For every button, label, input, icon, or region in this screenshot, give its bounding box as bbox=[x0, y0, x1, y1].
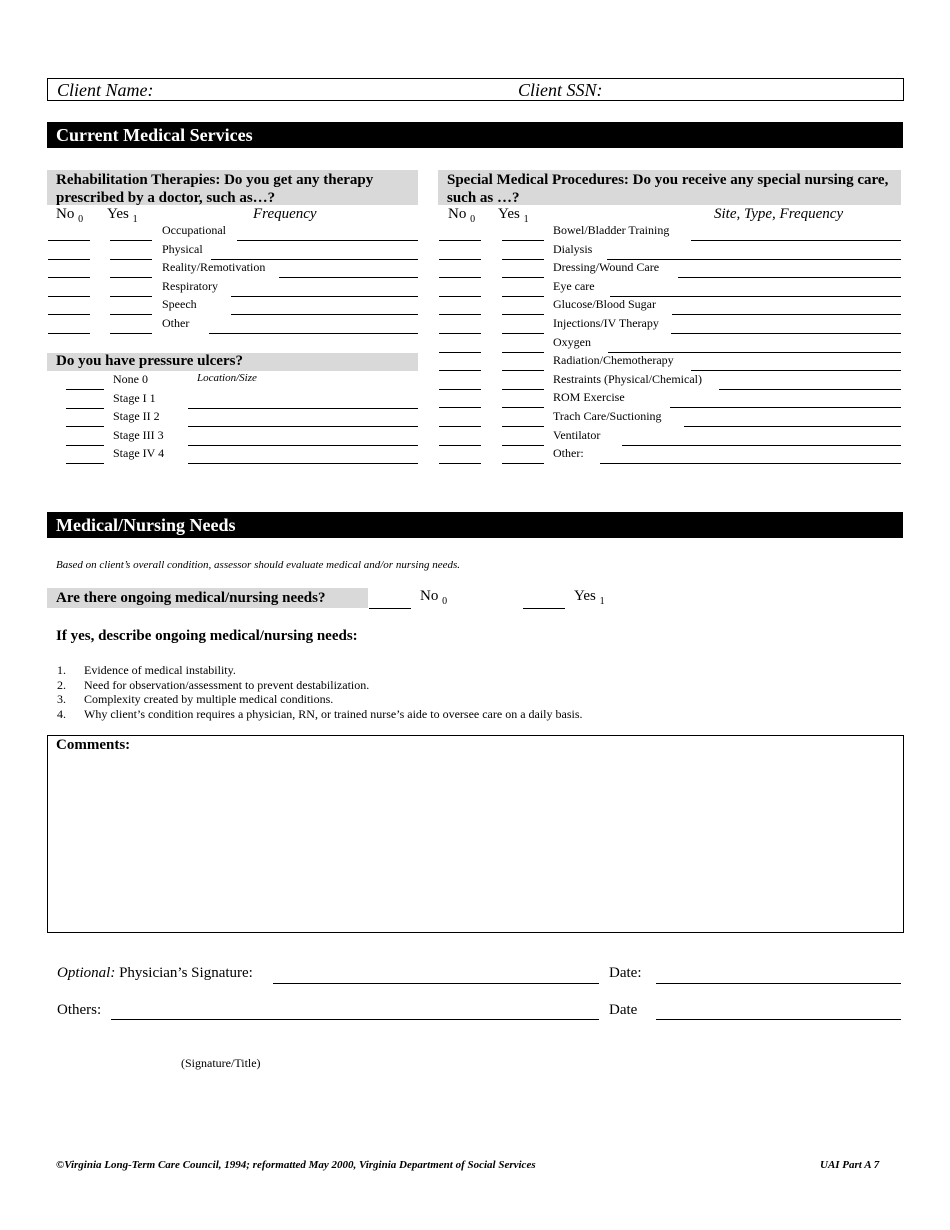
special-item-label: Bowel/Bladder Training bbox=[553, 223, 670, 237]
special-no-blank[interactable] bbox=[439, 463, 481, 464]
section-title-current-medical-services: Current Medical Services bbox=[47, 122, 903, 148]
special-yes-blank[interactable] bbox=[502, 407, 544, 408]
needs-list-item: Evidence of medical instability. bbox=[84, 663, 236, 677]
others-signature-line[interactable] bbox=[111, 1019, 599, 1020]
needs-list-item: Why client’s condition requires a physician, RN, or trained nurse’s aide to oversee care on a daily basis. bbox=[84, 706, 583, 721]
rehab-frequency-header: Frequency bbox=[253, 206, 317, 222]
special-detail-line[interactable] bbox=[671, 333, 901, 334]
ulcer-stage-label: Stage I 1 bbox=[113, 390, 156, 405]
ulcer-blank[interactable] bbox=[66, 408, 104, 409]
special-item-label: Injections/IV Therapy bbox=[553, 316, 659, 330]
ulcer-stage-label: Stage II 2 bbox=[113, 409, 160, 424]
ulcer-location-line[interactable] bbox=[188, 426, 418, 427]
special-item-label: Restraints (Physical/Chemical) bbox=[553, 371, 702, 386]
ulcer-location-line[interactable] bbox=[188, 445, 418, 446]
special-question: Special Medical Procedures: Do you receive any special nursing care, such as …? bbox=[438, 170, 901, 205]
rehab-yes-blank[interactable] bbox=[110, 277, 152, 278]
rehab-yes-blank[interactable] bbox=[110, 314, 152, 315]
special-site-header: Site, Type, Frequency bbox=[714, 206, 844, 222]
special-detail-line[interactable] bbox=[622, 445, 901, 446]
ulcer-location-line[interactable] bbox=[188, 408, 418, 409]
special-detail-line[interactable] bbox=[691, 240, 901, 241]
rehab-no-blank[interactable] bbox=[48, 296, 90, 297]
special-item-label: Ventilator bbox=[553, 427, 601, 442]
rehab-yes-header: Yes $_1$ bbox=[107, 206, 138, 225]
special-yes-blank[interactable] bbox=[502, 463, 544, 464]
rehab-no-blank[interactable] bbox=[48, 240, 90, 241]
special-detail-line[interactable] bbox=[678, 277, 901, 278]
special-item-label: Other: bbox=[553, 446, 584, 461]
special-item-label: ROM Exercise bbox=[553, 390, 625, 405]
special-yes-blank[interactable] bbox=[502, 240, 544, 241]
special-yes-blank[interactable] bbox=[502, 277, 544, 278]
rehab-frequency-line[interactable] bbox=[231, 296, 418, 297]
rehab-no-blank[interactable] bbox=[48, 314, 90, 315]
ulcer-blank[interactable] bbox=[66, 445, 104, 446]
needs-list-item: Complexity created by multiple medical conditions. bbox=[84, 692, 334, 706]
special-no-blank[interactable] bbox=[439, 277, 481, 278]
special-no-blank[interactable] bbox=[439, 445, 481, 446]
signature-title-caption: (Signature/Title) bbox=[181, 1056, 261, 1070]
ongoing-needs-question: Are there ongoing medical/nursing needs? bbox=[47, 588, 368, 608]
physician-signature-label: Optional: Physician’s Signature: bbox=[57, 965, 253, 981]
needs-list-item: Need for observation/assessment to prevent destabilization. bbox=[84, 677, 370, 692]
needs-list-number: 4. bbox=[57, 706, 66, 721]
date2-line[interactable] bbox=[656, 1019, 901, 1020]
rehab-question: Rehabilitation Therapies: Do you get any therapy prescribed by a doctor, such as…? bbox=[47, 170, 418, 205]
needs-list-number: 3. bbox=[57, 692, 66, 706]
ongoing-no-label: No $_0$ bbox=[420, 588, 448, 607]
rehab-yes-blank[interactable] bbox=[110, 259, 152, 260]
ongoing-yes-label: Yes $_1$ bbox=[574, 588, 605, 607]
footer-copyright: ©Virginia Long-Term Care Council, 1994; reformatted May 2000, Virginia Department of Social Services bbox=[56, 1159, 536, 1171]
needs-list-number: 2. bbox=[57, 677, 66, 692]
ulcer-blank[interactable] bbox=[66, 389, 104, 390]
others-label: Others: bbox=[57, 1002, 102, 1018]
client-header-box bbox=[47, 78, 904, 101]
section-title-medical-nursing-needs: Medical/Nursing Needs bbox=[47, 512, 903, 538]
special-yes-header: Yes $_1$ bbox=[498, 206, 529, 225]
ulcer-blank[interactable] bbox=[66, 426, 104, 427]
special-yes-blank[interactable] bbox=[502, 314, 544, 315]
special-item-label: Trach Care/Suctioning bbox=[553, 409, 662, 423]
special-detail-line[interactable] bbox=[691, 370, 901, 371]
special-no-blank[interactable] bbox=[439, 259, 481, 260]
rehab-no-blank[interactable] bbox=[48, 333, 90, 334]
rehab-frequency-line[interactable] bbox=[231, 314, 418, 315]
date1-line[interactable] bbox=[656, 983, 901, 984]
rehab-frequency-line[interactable] bbox=[209, 333, 418, 334]
ulcer-stage-label: None 0 bbox=[113, 372, 148, 386]
ulcer-stage-label: Stage III 3 bbox=[113, 427, 164, 442]
rehab-item-label: Physical bbox=[162, 241, 203, 256]
special-no-blank[interactable] bbox=[439, 426, 481, 427]
special-no-blank[interactable] bbox=[439, 352, 481, 353]
rehab-no-header: No $_0$ bbox=[56, 206, 84, 225]
client-name-label: Client Name: bbox=[57, 80, 154, 100]
rehab-item-label: Other bbox=[162, 316, 190, 330]
rehab-frequency-line[interactable] bbox=[237, 240, 418, 241]
special-item-label: Eye care bbox=[553, 278, 595, 293]
special-no-header: No $_0$ bbox=[448, 206, 476, 225]
special-no-blank[interactable] bbox=[439, 389, 481, 390]
physician-signature-line[interactable] bbox=[273, 983, 599, 984]
special-yes-blank[interactable] bbox=[502, 259, 544, 260]
special-no-blank[interactable] bbox=[439, 407, 481, 408]
special-item-label: Dressing/Wound Care bbox=[553, 260, 660, 275]
rehab-no-blank[interactable] bbox=[48, 259, 90, 260]
ongoing-no-blank[interactable] bbox=[369, 608, 411, 609]
special-item-label: Glucose/Blood Sugar bbox=[553, 297, 656, 312]
assessor-instruction: Based on client’s overall condition, assessor should evaluate medical and/or nursing needs. bbox=[56, 559, 461, 571]
special-detail-line[interactable] bbox=[719, 389, 901, 390]
special-item-label: Radiation/Chemotherapy bbox=[553, 353, 674, 368]
special-item-label: Oxygen bbox=[553, 334, 591, 349]
rehab-yes-blank[interactable] bbox=[110, 240, 152, 241]
rehab-item-label: Occupational bbox=[162, 223, 226, 237]
special-yes-blank[interactable] bbox=[502, 389, 544, 390]
needs-list-number: 1. bbox=[57, 663, 66, 677]
ongoing-yes-blank[interactable] bbox=[523, 608, 565, 609]
ulcer-stage-label: Stage IV 4 bbox=[113, 446, 165, 461]
rehab-item-label: Respiratory bbox=[162, 278, 218, 293]
rehab-item-label: Speech bbox=[162, 297, 197, 312]
rehab-item-label: Reality/Remotivation bbox=[162, 260, 266, 275]
describe-needs-label: If yes, describe ongoing medical/nursing needs: bbox=[56, 628, 358, 644]
date2-label: Date bbox=[609, 1002, 638, 1018]
special-yes-blank[interactable] bbox=[502, 445, 544, 446]
ulcers-question: Do you have pressure ulcers? bbox=[47, 353, 418, 371]
special-no-blank[interactable] bbox=[439, 240, 481, 241]
special-no-blank[interactable] bbox=[439, 370, 481, 371]
special-yes-blank[interactable] bbox=[502, 352, 544, 353]
date1-label: Date: bbox=[609, 965, 642, 981]
special-yes-blank[interactable] bbox=[502, 426, 544, 427]
special-yes-blank[interactable] bbox=[502, 370, 544, 371]
comments-label: Comments: bbox=[56, 737, 131, 753]
ulcer-blank[interactable] bbox=[66, 463, 104, 464]
rehab-no-blank[interactable] bbox=[48, 277, 90, 278]
special-yes-blank[interactable] bbox=[502, 333, 544, 334]
rehab-yes-blank[interactable] bbox=[110, 296, 152, 297]
ulcer-location-line[interactable] bbox=[188, 463, 418, 464]
rehab-frequency-line[interactable] bbox=[279, 277, 418, 278]
special-no-blank[interactable] bbox=[439, 333, 481, 334]
special-no-blank[interactable] bbox=[439, 296, 481, 297]
special-detail-line[interactable] bbox=[684, 426, 901, 427]
ulcers-location-header: Location/Size bbox=[197, 372, 257, 384]
client-ssn-label: Client SSN: bbox=[518, 80, 603, 100]
special-item-label: Dialysis bbox=[553, 241, 593, 256]
special-detail-line[interactable] bbox=[672, 314, 901, 315]
rehab-yes-blank[interactable] bbox=[110, 333, 152, 334]
special-yes-blank[interactable] bbox=[502, 296, 544, 297]
special-detail-line[interactable] bbox=[670, 407, 901, 408]
special-detail-line[interactable] bbox=[600, 463, 901, 464]
footer-page: UAI Part A 7 bbox=[820, 1159, 880, 1171]
special-no-blank[interactable] bbox=[439, 314, 481, 315]
comments-box[interactable] bbox=[47, 735, 904, 933]
